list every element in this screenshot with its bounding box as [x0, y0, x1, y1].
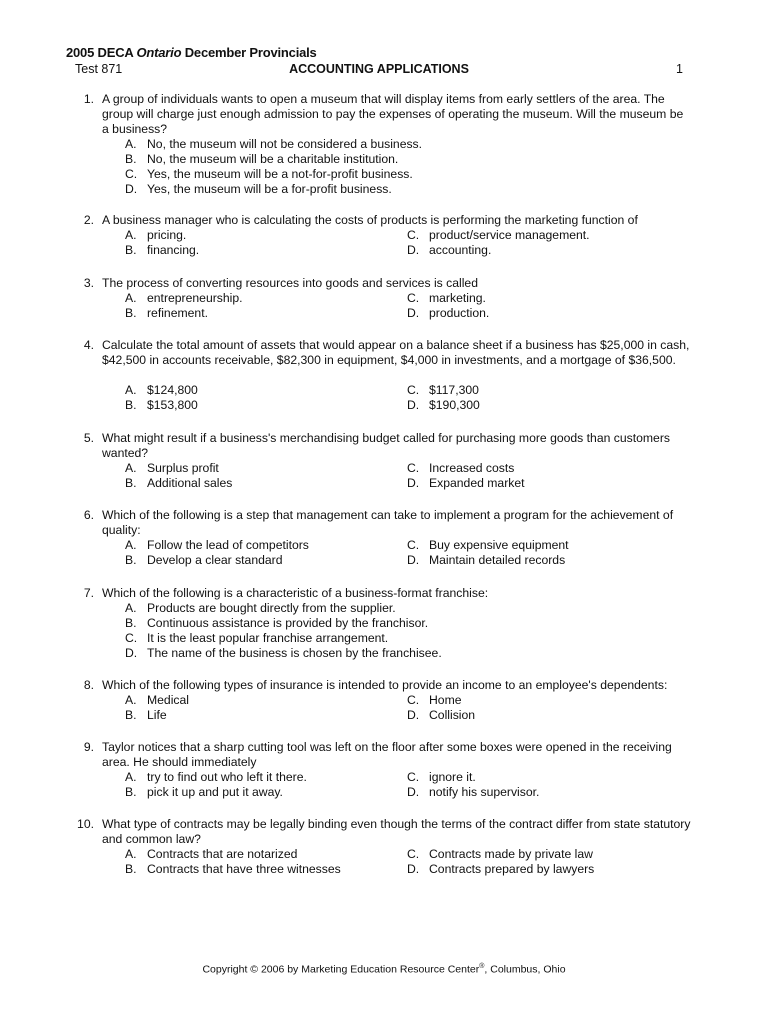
option-text: entrepreneurship. — [147, 291, 243, 305]
answer-option-c — [125, 167, 413, 182]
option-text: $190,300 — [429, 398, 480, 412]
option-letter: C. — [125, 167, 138, 181]
option-text: The name of the business is chosen by the franchisee. — [147, 646, 442, 660]
option-letter: C. — [407, 693, 420, 707]
option-letter: B. — [125, 243, 137, 257]
answer-option-b — [125, 398, 198, 413]
title-suffix: December Provincials — [181, 45, 317, 60]
option-letter: C. — [407, 383, 420, 397]
question-text: The process of converting resources into goods and services is called — [102, 276, 478, 290]
question-number: 2. — [83, 213, 94, 227]
copyright-location: , Columbus, Ohio — [484, 963, 566, 976]
answer-option-a — [125, 228, 186, 243]
option-letter: D. — [407, 306, 420, 320]
option-text: Contracts that are notarized — [147, 847, 298, 861]
answer-option-c — [125, 631, 388, 646]
option-text: Contracts that have three witnesses — [147, 862, 341, 876]
question-text: A business manager who is calculating the costs of products is performing the marketing function of — [102, 213, 638, 227]
answer-option-c — [407, 693, 462, 708]
option-text: notify his supervisor. — [429, 785, 540, 799]
answer-option-c — [407, 770, 476, 785]
option-letter: B. — [125, 785, 137, 799]
option-text: accounting. — [429, 243, 492, 257]
option-letter: C. — [407, 770, 420, 784]
option-letter: A. — [125, 291, 137, 305]
option-letter: A. — [125, 137, 137, 151]
answer-option-a — [125, 291, 243, 306]
option-letter: B. — [125, 306, 137, 320]
option-text: financing. — [147, 243, 200, 257]
question-text: Taylor notices that a sharp cutting tool was left on the floor after some boxes were opened in the receiving area. He should immediately — [102, 740, 672, 769]
answer-option-a — [125, 601, 396, 616]
answer-option-d — [407, 243, 491, 258]
option-letter: D. — [407, 398, 420, 412]
question-number: 1. — [83, 92, 94, 106]
answer-option-b — [125, 243, 199, 258]
answer-option-b — [125, 785, 283, 800]
option-letter: C. — [407, 291, 420, 305]
option-letter: B. — [125, 708, 137, 722]
option-letter: C. — [407, 538, 420, 552]
question-number: 4. — [83, 338, 94, 352]
answer-option-b — [125, 708, 167, 723]
question-number: 6. — [83, 508, 94, 522]
option-letter: C. — [407, 461, 420, 475]
question-number: 10. — [77, 817, 94, 831]
option-letter: A. — [125, 847, 137, 861]
question-number: 8. — [83, 678, 94, 692]
answer-option-d — [407, 306, 489, 321]
option-text: Follow the lead of competitors — [147, 538, 309, 552]
title-prefix: 2005 DECA — [66, 45, 137, 60]
option-text: Increased costs — [429, 461, 515, 475]
option-letter: D. — [407, 476, 420, 490]
option-text: $117,300 — [429, 383, 479, 397]
answer-option-b — [125, 862, 341, 877]
subject-title: ACCOUNTING APPLICATIONS — [289, 62, 469, 76]
option-text: Yes, the museum will be a for-profit business. — [147, 182, 392, 196]
answer-option-a — [125, 770, 307, 785]
question-text: Calculate the total amount of assets that would appear on a balance sheet if a business has $25,000 in cash, $42,500 in accounts receivable, $82,300 in equipment, $4,000 in investments, and a mortgage of $36,500. — [102, 338, 690, 367]
option-text: product/service management. — [429, 228, 590, 242]
answer-option-d — [407, 785, 539, 800]
answer-option-c — [407, 383, 479, 398]
answer-option-c — [407, 847, 593, 862]
option-text: Continuous assistance is provided by the franchisor. — [147, 616, 429, 630]
copyright-footer — [0, 963, 768, 976]
option-letter: A. — [125, 693, 137, 707]
option-text: pick it up and put it away. — [147, 785, 283, 799]
answer-option-c — [407, 228, 590, 243]
option-letter: D. — [407, 708, 420, 722]
option-letter: B. — [125, 616, 137, 630]
option-text: Develop a clear standard — [147, 553, 283, 567]
answer-option-d — [125, 182, 392, 197]
option-text: Contracts made by private law — [429, 847, 593, 861]
answer-option-d — [407, 708, 475, 723]
answer-option-c — [407, 291, 486, 306]
title-province: Ontario — [136, 45, 182, 60]
option-text: Yes, the museum will be a not-for-profit business. — [147, 167, 413, 181]
question-number: 5. — [83, 431, 94, 445]
option-letter: C. — [407, 847, 420, 861]
copyright-text: Copyright © 2006 by Marketing Education Resource Center — [202, 963, 480, 976]
answer-option-b — [125, 553, 283, 568]
answer-option-a — [125, 461, 219, 476]
answer-option-d — [407, 398, 480, 413]
answer-option-b — [125, 152, 398, 167]
option-text: Buy expensive equipment — [429, 538, 569, 552]
answer-option-c — [407, 461, 514, 476]
option-letter: D. — [407, 243, 420, 257]
answer-option-b — [125, 616, 428, 631]
option-letter: B. — [125, 152, 137, 166]
option-letter: A. — [125, 538, 137, 552]
option-text: Collision — [429, 708, 476, 722]
option-text: No, the museum will not be considered a business. — [147, 137, 423, 151]
answer-option-d — [407, 476, 525, 491]
option-text: refinement. — [147, 306, 208, 320]
option-letter: B. — [125, 862, 137, 876]
option-letter: D. — [125, 646, 138, 660]
option-letter: A. — [125, 228, 137, 242]
option-letter: D. — [407, 862, 420, 876]
question-number: 3. — [83, 276, 94, 290]
option-text: try to find out who left it there. — [147, 770, 307, 784]
option-letter: B. — [125, 398, 137, 412]
option-text: pricing. — [147, 228, 187, 242]
answer-option-b — [125, 476, 232, 491]
option-text: Surplus profit — [147, 461, 219, 475]
option-text: ignore it. — [429, 770, 476, 784]
question-text: A group of individuals wants to open a museum that will display items from early settlers of the area. The group will charge just enough admission to pay the expenses of operating the museum. Will the museum be a business? — [102, 92, 684, 136]
exam-title — [66, 45, 317, 60]
option-text: $153,800 — [147, 398, 198, 412]
option-text: marketing. — [429, 291, 486, 305]
answer-option-a — [125, 383, 198, 398]
option-letter: C. — [125, 631, 138, 645]
option-text: $124,800 — [147, 383, 198, 397]
option-text: It is the least popular franchise arrangement. — [147, 631, 389, 645]
exam-header-row — [75, 62, 683, 78]
answer-option-a — [125, 538, 309, 553]
option-text: Contracts prepared by lawyers — [429, 862, 595, 876]
option-text: Home — [429, 693, 462, 707]
page-number: 1 — [676, 62, 683, 76]
question-text: Which of the following types of insurance is intended to provide an income to an employee's dependents: — [102, 678, 668, 692]
option-letter: C. — [407, 228, 420, 242]
option-letter: B. — [125, 476, 137, 490]
option-letter: D. — [407, 785, 420, 799]
question-number: 9. — [83, 740, 94, 754]
option-letter: B. — [125, 553, 137, 567]
answer-option-a — [125, 137, 422, 152]
question-text: What type of contracts may be legally binding even though the terms of the contract differ from state statutory and common law? — [102, 817, 691, 846]
option-letter: A. — [125, 383, 137, 397]
option-text: No, the museum will be a charitable institution. — [147, 152, 399, 166]
option-text: Products are bought directly from the supplier. — [147, 601, 396, 615]
option-text: Maintain detailed records — [429, 553, 566, 567]
question-text: Which of the following is a step that management can take to implement a program for the achievement of quality: — [102, 508, 674, 537]
option-text: Medical — [147, 693, 189, 707]
option-letter: A. — [125, 770, 137, 784]
answer-option-c — [407, 538, 569, 553]
answer-option-d — [125, 646, 442, 661]
answer-option-d — [407, 553, 565, 568]
test-number: Test 871 — [75, 62, 123, 76]
option-text: production. — [429, 306, 490, 320]
option-letter: D. — [125, 182, 138, 196]
registered-mark: ® — [479, 963, 485, 970]
question-text: What might result if a business's merchandising budget called for purchasing more goods than customers wanted? — [102, 431, 670, 460]
question-text: Which of the following is a characteristic of a business-format franchise: — [102, 586, 489, 600]
answer-option-b — [125, 306, 208, 321]
option-text: Additional sales — [147, 476, 233, 490]
answer-option-d — [407, 862, 594, 877]
option-text: Expanded market — [429, 476, 525, 490]
answer-option-a — [125, 693, 189, 708]
option-letter: A. — [125, 601, 137, 615]
option-text: Life — [147, 708, 167, 722]
option-letter: D. — [407, 553, 420, 567]
answer-option-a — [125, 847, 297, 862]
option-letter: A. — [125, 461, 137, 475]
question-number: 7. — [83, 586, 94, 600]
